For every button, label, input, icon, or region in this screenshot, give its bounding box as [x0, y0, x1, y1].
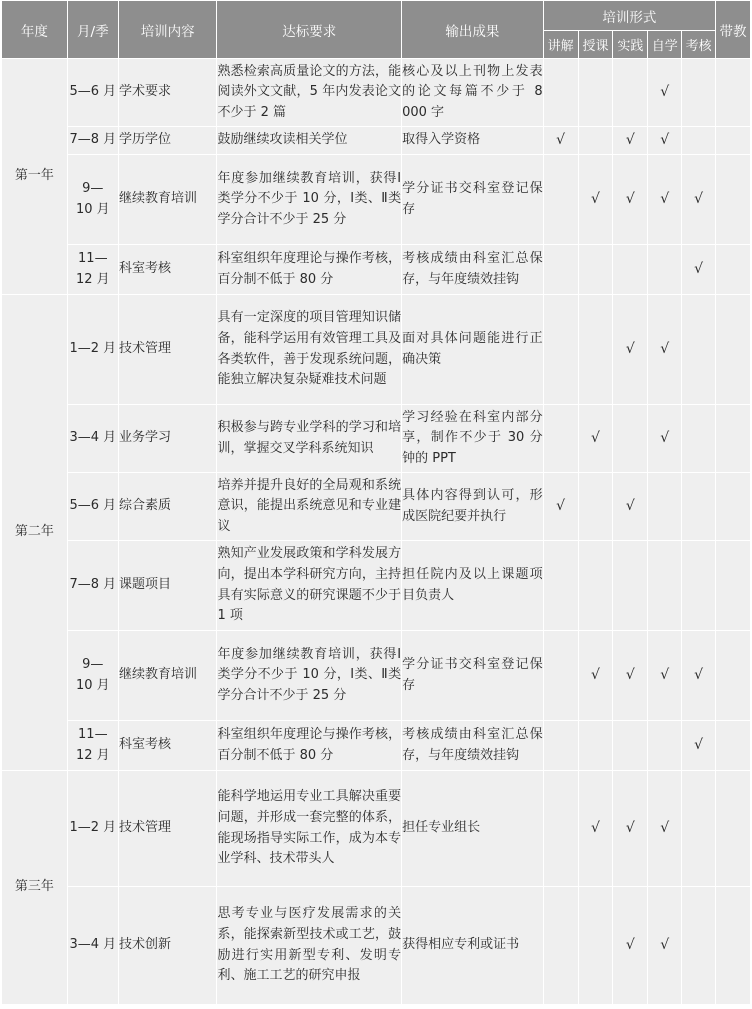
- month-cell: 5—6 月: [67, 473, 118, 541]
- format-check-cell: [648, 631, 682, 721]
- mentor-cell: [716, 771, 751, 887]
- header-format-self-study: 自学: [648, 31, 682, 59]
- content-cell: 学术要求: [118, 59, 216, 127]
- format-check-cell: [578, 405, 613, 473]
- format-check-cell: [543, 771, 578, 887]
- mentor-cell: [716, 295, 751, 405]
- table-row: [2, 405, 751, 473]
- header-month: 月/季: [67, 1, 118, 59]
- content-cell: 技术创新: [118, 887, 216, 1005]
- format-check-cell: [648, 721, 682, 771]
- output-cell: 担任院内及以上课题项目负责人: [402, 541, 544, 631]
- table-row: [2, 155, 751, 245]
- year-cell: 第一年: [2, 59, 68, 295]
- format-check-cell: [578, 771, 613, 887]
- check-mark-icon: √: [660, 132, 670, 149]
- format-check-cell: [648, 155, 682, 245]
- content-cell: 技术管理: [118, 771, 216, 887]
- table-row: [2, 771, 751, 887]
- check-mark-icon: √: [625, 191, 635, 208]
- mentor-cell: [716, 59, 751, 127]
- table-row: [2, 887, 751, 1005]
- check-mark-icon: √: [625, 937, 635, 954]
- format-check-cell: [682, 245, 716, 295]
- output-cell: 获得相应专利或证书: [402, 887, 544, 1005]
- format-check-cell: [578, 245, 613, 295]
- mentor-cell: [716, 155, 751, 245]
- check-mark-icon: √: [625, 132, 635, 149]
- format-check-cell: [613, 771, 648, 887]
- output-cell: 考核成绩由科室汇总保存，与年度绩效挂钩: [402, 721, 544, 771]
- format-check-cell: [578, 541, 613, 631]
- output-cell: 学习经验在科室内部分享，制作不少于 30 分钟的 PPT: [402, 405, 544, 473]
- format-check-cell: [682, 155, 716, 245]
- format-check-cell: [682, 59, 716, 127]
- month-cell: 1—2 月: [67, 771, 118, 887]
- month-cell: 9— 10 月: [67, 631, 118, 721]
- check-mark-icon: √: [625, 667, 635, 684]
- requirement-cell: 科室组织年度理论与操作考核，百分制不低于 80 分: [217, 245, 402, 295]
- format-check-cell: [648, 887, 682, 1005]
- format-check-cell: [613, 127, 648, 155]
- check-mark-icon: √: [625, 498, 635, 515]
- format-check-cell: [578, 59, 613, 127]
- format-check-cell: [613, 887, 648, 1005]
- content-cell: 科室考核: [118, 245, 216, 295]
- format-check-cell: [543, 155, 578, 245]
- content-cell: 学历学位: [118, 127, 216, 155]
- format-check-cell: [543, 473, 578, 541]
- table-row: [2, 541, 751, 631]
- table-row: [2, 127, 751, 155]
- header-year: 年度: [2, 1, 68, 59]
- table-body: [2, 59, 751, 1005]
- month-cell: 3—4 月: [67, 887, 118, 1005]
- format-check-cell: [682, 127, 716, 155]
- format-check-cell: [613, 155, 648, 245]
- content-cell: 业务学习: [118, 405, 216, 473]
- content-cell: 继续教育培训: [118, 631, 216, 721]
- year-cell: 第三年: [2, 771, 68, 1005]
- format-check-cell: [682, 771, 716, 887]
- mentor-cell: [716, 631, 751, 721]
- format-check-cell: [578, 887, 613, 1005]
- mentor-cell: [716, 405, 751, 473]
- check-mark-icon: √: [625, 341, 635, 358]
- header-format-teaching: 授课: [578, 31, 613, 59]
- content-cell: 技术管理: [118, 295, 216, 405]
- format-check-cell: [578, 295, 613, 405]
- format-check-cell: [682, 721, 716, 771]
- check-mark-icon: √: [660, 191, 670, 208]
- check-mark-icon: √: [694, 261, 704, 278]
- format-check-cell: [648, 541, 682, 631]
- month-cell: 3—4 月: [67, 405, 118, 473]
- training-plan-table: [1, 0, 751, 1005]
- header-format-assessment: 考核: [682, 31, 716, 59]
- check-mark-icon: √: [694, 667, 704, 684]
- format-check-cell: [613, 245, 648, 295]
- format-check-cell: [578, 473, 613, 541]
- requirement-cell: 能科学地运用专业工具解决重要问题，并形成一套完整的体系，能现场指导实际工作，成为本专业学科、技术带头人: [217, 771, 402, 887]
- requirement-cell: 思考专业与医疗发展需求的关系，能探索新型技术或工艺，鼓励进行实用新型专利、发明专利、施工工艺的研究申报: [217, 887, 402, 1005]
- format-check-cell: [613, 295, 648, 405]
- format-check-cell: [543, 721, 578, 771]
- check-mark-icon: √: [556, 132, 566, 149]
- requirement-cell: 年度参加继续教育培训，获得Ⅰ类学分不少于 10 分，Ⅰ类、Ⅱ类学分合计不少于 25 分: [217, 631, 402, 721]
- check-mark-icon: √: [660, 430, 670, 447]
- format-check-cell: [543, 127, 578, 155]
- header-output: 输出成果: [402, 1, 544, 59]
- format-check-cell: [578, 721, 613, 771]
- format-check-cell: [682, 631, 716, 721]
- format-check-cell: [682, 887, 716, 1005]
- check-mark-icon: √: [694, 737, 704, 754]
- check-mark-icon: √: [660, 84, 670, 101]
- output-cell: 取得入学资格: [402, 127, 544, 155]
- month-cell: 1—2 月: [67, 295, 118, 405]
- output-cell: 学分证书交科室登记保存: [402, 155, 544, 245]
- check-mark-icon: √: [591, 820, 600, 837]
- format-check-cell: [682, 541, 716, 631]
- mentor-cell: [716, 721, 751, 771]
- requirement-cell: 年度参加继续教育培训，获得Ⅰ类学分不少于 10 分，Ⅰ类、Ⅱ类学分合计不少于 25 分: [217, 155, 402, 245]
- mentor-cell: [716, 541, 751, 631]
- content-cell: 综合素质: [118, 473, 216, 541]
- mentor-cell: [716, 473, 751, 541]
- format-check-cell: [682, 405, 716, 473]
- format-check-cell: [543, 59, 578, 127]
- format-check-cell: [648, 59, 682, 127]
- format-check-cell: [613, 721, 648, 771]
- mentor-cell: [716, 887, 751, 1005]
- check-mark-icon: √: [591, 191, 600, 208]
- requirement-cell: 熟悉检索高质量论文的方法，能阅读外文文献，5 年内发表论文不少于 2 篇: [217, 59, 402, 127]
- format-check-cell: [613, 473, 648, 541]
- content-cell: 继续教育培训: [118, 155, 216, 245]
- output-cell: 核心及以上刊物上发表的论文每篇不少于 8 000 字: [402, 59, 544, 127]
- table-row: [2, 295, 751, 405]
- format-check-cell: [613, 541, 648, 631]
- table-row: [2, 59, 751, 127]
- format-check-cell: [613, 59, 648, 127]
- format-check-cell: [648, 405, 682, 473]
- requirement-cell: 熟知产业发展政策和学科发展方向，提出本学科研究方向，主持具有实际意义的研究课题不少于 1 项: [217, 541, 402, 631]
- check-mark-icon: √: [660, 341, 670, 358]
- format-check-cell: [648, 295, 682, 405]
- format-check-cell: [613, 405, 648, 473]
- header-training-format: 培训形式: [543, 1, 715, 31]
- output-cell: 具体内容得到认可，形成医院纪要并执行: [402, 473, 544, 541]
- month-cell: 5—6 月: [67, 59, 118, 127]
- format-check-cell: [682, 473, 716, 541]
- table-row: [2, 631, 751, 721]
- requirement-cell: 鼓励继续攻读相关学位: [217, 127, 402, 155]
- format-check-cell: [543, 541, 578, 631]
- format-check-cell: [648, 771, 682, 887]
- check-mark-icon: √: [625, 820, 635, 837]
- format-check-cell: [543, 887, 578, 1005]
- month-cell: 7—8 月: [67, 127, 118, 155]
- check-mark-icon: √: [660, 820, 670, 837]
- header-requirement: 达标要求: [217, 1, 402, 59]
- format-check-cell: [543, 245, 578, 295]
- check-mark-icon: √: [660, 667, 670, 684]
- month-cell: 7—8 月: [67, 541, 118, 631]
- format-check-cell: [543, 631, 578, 721]
- mentor-cell: [716, 127, 751, 155]
- header-format-lecture: 讲解: [543, 31, 578, 59]
- month-cell: 11— 12 月: [67, 245, 118, 295]
- requirement-cell: 培养并提升良好的全局观和系统意识，能提出系统意见和专业建议: [217, 473, 402, 541]
- content-cell: 课题项目: [118, 541, 216, 631]
- format-check-cell: [578, 631, 613, 721]
- check-mark-icon: √: [591, 430, 600, 447]
- format-check-cell: [543, 295, 578, 405]
- month-cell: 11— 12 月: [67, 721, 118, 771]
- table-row: [2, 245, 751, 295]
- header-mentor: 带教: [716, 1, 751, 59]
- content-cell: 科室考核: [118, 721, 216, 771]
- requirement-cell: 积极参与跨专业学科的学习和培训，掌握交叉学科系统知识: [217, 405, 402, 473]
- header-content: 培训内容: [118, 1, 216, 59]
- output-cell: 面对具体问题能进行正确决策: [402, 295, 544, 405]
- month-cell: 9— 10 月: [67, 155, 118, 245]
- requirement-cell: 科室组织年度理论与操作考核，百分制不低于 80 分: [217, 721, 402, 771]
- format-check-cell: [648, 473, 682, 541]
- check-mark-icon: √: [591, 667, 600, 684]
- header-format-practice: 实践: [613, 31, 648, 59]
- year-cell: 第二年: [2, 295, 68, 771]
- requirement-cell: 具有一定深度的项目管理知识储备，能科学运用有效管理工具及各类软件，善于发现系统问题，能独立解决复杂疑难技术问题: [217, 295, 402, 405]
- table-row: [2, 721, 751, 771]
- check-mark-icon: √: [556, 498, 566, 515]
- format-check-cell: [578, 155, 613, 245]
- format-check-cell: [648, 127, 682, 155]
- output-cell: 学分证书交科室登记保存: [402, 631, 544, 721]
- check-mark-icon: √: [694, 191, 704, 208]
- format-check-cell: [682, 295, 716, 405]
- format-check-cell: [613, 631, 648, 721]
- format-check-cell: [543, 405, 578, 473]
- format-check-cell: [578, 127, 613, 155]
- output-cell: 考核成绩由科室汇总保存，与年度绩效挂钩: [402, 245, 544, 295]
- table-row: [2, 473, 751, 541]
- check-mark-icon: √: [660, 937, 670, 954]
- format-check-cell: [648, 245, 682, 295]
- output-cell: 担任专业组长: [402, 771, 544, 887]
- mentor-cell: [716, 245, 751, 295]
